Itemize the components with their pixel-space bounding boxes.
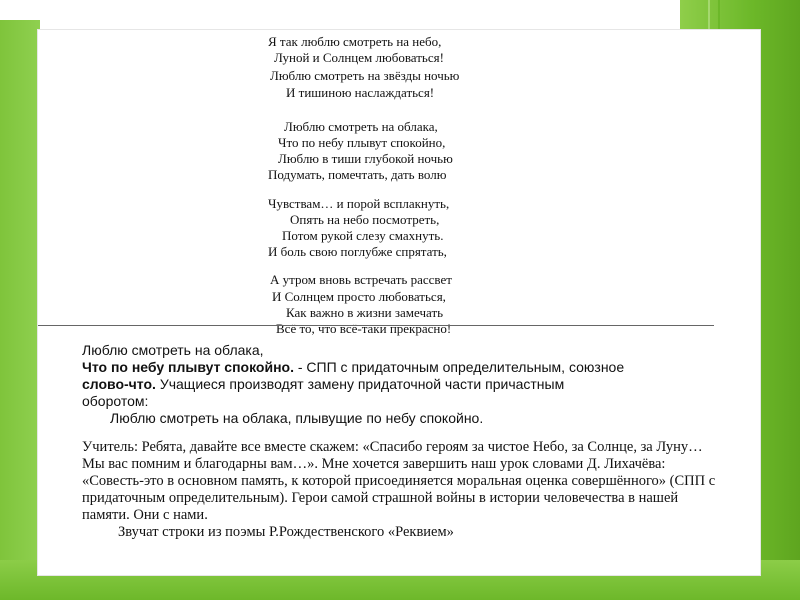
slide <box>38 30 760 575</box>
poem-line: Люблю смотреть на облака, <box>284 118 438 134</box>
poem-line: Как важно в жизни замечать <box>286 304 444 320</box>
divider-line <box>38 325 714 326</box>
closing-line: Звучат строки из поэмы Р.Рождественского «Реквием» <box>118 524 454 540</box>
poem <box>268 34 568 345</box>
poem-line: Чувствам… и порой всплакнуть, <box>268 195 450 211</box>
poem-line: Люблю смотреть на звёзды ночью <box>270 68 460 84</box>
poem-line: И боль свою поглубже спрятать, <box>268 244 447 260</box>
analysis-line-1: Люблю смотреть на облака, <box>82 342 264 358</box>
analysis-note: Учащиеся производят замену придаточной части причастным <box>155 376 565 392</box>
analysis-line-4: оборотом: <box>82 393 149 409</box>
analysis-line-2 <box>82 359 722 376</box>
poem-stanza-4 <box>268 272 568 337</box>
poem-line: Подумать, помечтать, дать волю <box>268 167 447 183</box>
poem-line: Потом рукой слезу смахнуть. <box>282 228 444 244</box>
poem-stanza-1 <box>268 34 568 101</box>
analysis-text <box>82 342 722 541</box>
poem-stanza-2 <box>268 119 568 184</box>
poem-line: Луной и Солнцем любоваться! <box>274 50 444 66</box>
poem-line: Люблю в тиши глубокой ночью <box>278 151 453 167</box>
poem-line: Что по небу плывут спокойно, <box>278 135 446 151</box>
analysis-transformed-sentence: Люблю смотреть на облака, плывущие по небу спокойно. <box>110 410 484 426</box>
poem-line: Всё то, что всё-таки прекрасно! <box>276 321 452 337</box>
green-side-bar <box>0 20 40 600</box>
poem-line: А утром вновь встречать рассвет <box>270 272 452 288</box>
poem-line: И Солнцем просто любоваться, <box>272 288 446 304</box>
analysis-bold-word: слово-что. <box>82 376 156 392</box>
teacher-paragraph: Учитель: Ребята, давайте все вместе скажем: «Спасибо героям за чистое Небо, за Солнце, за Луну… Мы вас помним и благодарны вам…». Мне хочется завершить наш урок словами Д. Лихачёва: «Совесть-это в основном память, к которой присоединяется моральная оценка совершённого» (СПП с придаточным определительным). Герои самой страшной войны в истории человечества в нашей памяти. Они с нами. <box>82 439 716 523</box>
poem-line: И тишиною наслаждаться! <box>286 84 435 100</box>
poem-line: Я так люблю смотреть на небо, <box>268 34 442 49</box>
poem-line: Опять на небо посмотреть, <box>290 211 440 227</box>
analysis-note: - СПП с придаточным определительным, союзное <box>293 359 625 375</box>
poem-stanza-3 <box>268 196 568 261</box>
analysis-bold-phrase: Что по небу плывут спокойно. <box>82 359 294 375</box>
analysis-line-3 <box>82 376 722 393</box>
